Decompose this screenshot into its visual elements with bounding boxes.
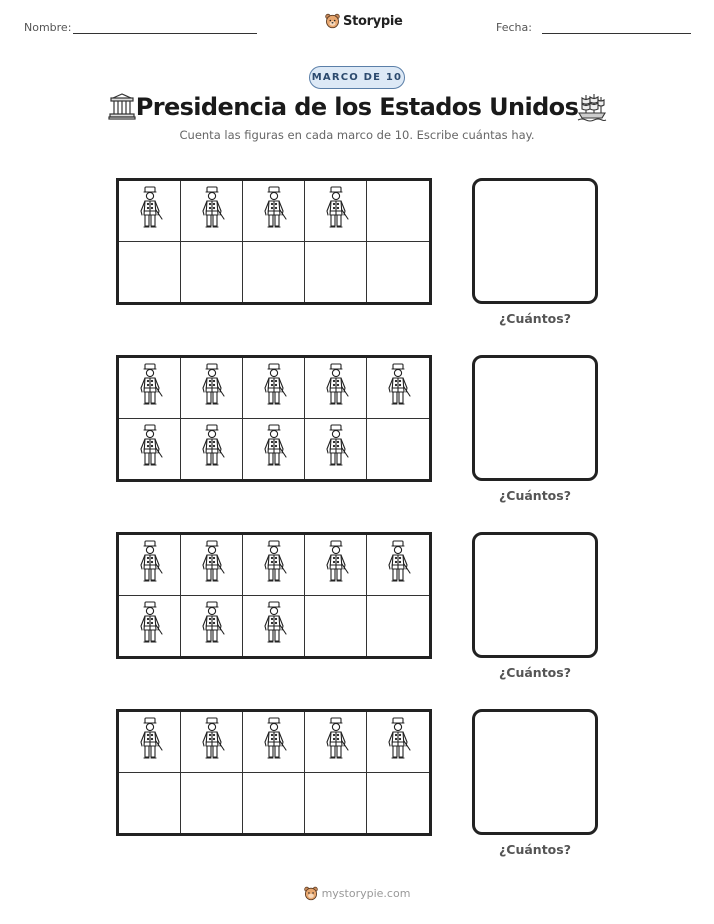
- soldier-icon: [323, 717, 349, 766]
- ten-frame-cell: [181, 181, 243, 242]
- soldier-icon: [385, 540, 411, 589]
- answer-label: ¿Cuántos?: [499, 488, 571, 503]
- soldier-icon: [199, 424, 225, 473]
- soldier-icon: [261, 424, 287, 473]
- date-line[interactable]: [542, 33, 691, 34]
- ten-frame: [116, 532, 432, 659]
- soldier-icon: [261, 717, 287, 766]
- soldier-icon: [385, 717, 411, 766]
- ten-frame-cell: [243, 181, 305, 242]
- ten-frame-cell: [305, 419, 367, 480]
- ten-frame-cell: [119, 596, 181, 657]
- ten-frame-cell: [119, 773, 181, 834]
- ten-frame-cell: [367, 535, 429, 596]
- soldier-icon: [323, 424, 349, 473]
- ten-frame-cell: [367, 358, 429, 419]
- soldier-icon: [261, 363, 287, 412]
- ten-frame-cell: [305, 535, 367, 596]
- ten-frame-cell: [305, 712, 367, 773]
- ten-frame: [116, 355, 432, 482]
- ten-frame-cell: [243, 712, 305, 773]
- ten-frame: [116, 709, 432, 836]
- answer-box[interactable]: [472, 709, 598, 835]
- footer: [0, 886, 714, 901]
- ten-frame-cell: [367, 712, 429, 773]
- answer-box[interactable]: [472, 355, 598, 481]
- date-label: Fecha:: [496, 21, 532, 34]
- ten-frame-cell: [119, 242, 181, 303]
- soldier-icon: [137, 424, 163, 473]
- ten-frame-cell: [367, 596, 429, 657]
- soldier-icon: [199, 186, 225, 235]
- soldier-icon: [261, 601, 287, 650]
- answer-box[interactable]: [472, 532, 598, 658]
- name-label: Nombre:: [24, 21, 72, 34]
- ten-frame-cell: [181, 535, 243, 596]
- ten-frame-cell: [243, 596, 305, 657]
- bear-icon: [325, 13, 340, 29]
- ten-frame-cell: [181, 596, 243, 657]
- instructions: Cuenta las figuras en cada marco de 10. Escribe cuántas hay.: [179, 128, 535, 142]
- bear-icon: [304, 886, 318, 901]
- ten-frame-cell: [243, 358, 305, 419]
- ten-frame-cell: [367, 181, 429, 242]
- ten-frame-cell: [243, 419, 305, 480]
- worksheet-type-badge: MARCO DE 10: [309, 66, 405, 89]
- soldier-icon: [199, 363, 225, 412]
- ten-frame-cell: [181, 358, 243, 419]
- ten-frame-cell: [119, 535, 181, 596]
- soldier-icon: [137, 717, 163, 766]
- sailing-ship-icon: [576, 92, 608, 122]
- name-line[interactable]: [73, 33, 257, 34]
- soldier-icon: [137, 540, 163, 589]
- ten-frame-cell: [367, 773, 429, 834]
- ten-frame-cell: [119, 358, 181, 419]
- brand-name: Storypie: [343, 13, 403, 29]
- ten-frame-cell: [119, 712, 181, 773]
- ten-frame-cell: [243, 773, 305, 834]
- soldier-icon: [199, 540, 225, 589]
- soldier-icon: [261, 540, 287, 589]
- soldier-icon: [323, 363, 349, 412]
- soldier-icon: [137, 363, 163, 412]
- brand-logo: [325, 13, 403, 29]
- ten-frame-cell: [181, 242, 243, 303]
- ten-frame-cell: [305, 242, 367, 303]
- page-title: Presidencia de los Estados Unidos: [135, 93, 579, 121]
- soldier-icon: [385, 363, 411, 412]
- ten-frame-cell: [181, 419, 243, 480]
- ten-frame-cell: [305, 358, 367, 419]
- soldier-icon: [261, 186, 287, 235]
- ten-frame-cell: [305, 181, 367, 242]
- footer-url: mystorypie.com: [321, 887, 411, 900]
- answer-label: ¿Cuántos?: [499, 842, 571, 857]
- ten-frame-cell: [119, 181, 181, 242]
- ten-frame-cell: [243, 242, 305, 303]
- ten-frame-cell: [119, 419, 181, 480]
- ten-frame-cell: [305, 596, 367, 657]
- soldier-icon: [323, 186, 349, 235]
- soldier-icon: [137, 186, 163, 235]
- ten-frame-cell: [181, 712, 243, 773]
- soldier-icon: [137, 601, 163, 650]
- ten-frame: [116, 178, 432, 305]
- soldier-icon: [323, 540, 349, 589]
- ten-frame-cell: [181, 773, 243, 834]
- answer-box[interactable]: [472, 178, 598, 304]
- ten-frame-cell: [305, 773, 367, 834]
- ten-frame-cell: [243, 535, 305, 596]
- soldier-icon: [199, 717, 225, 766]
- answer-label: ¿Cuántos?: [499, 311, 571, 326]
- answer-label: ¿Cuántos?: [499, 665, 571, 680]
- soldier-icon: [199, 601, 225, 650]
- ten-frame-cell: [367, 419, 429, 480]
- ten-frame-cell: [367, 242, 429, 303]
